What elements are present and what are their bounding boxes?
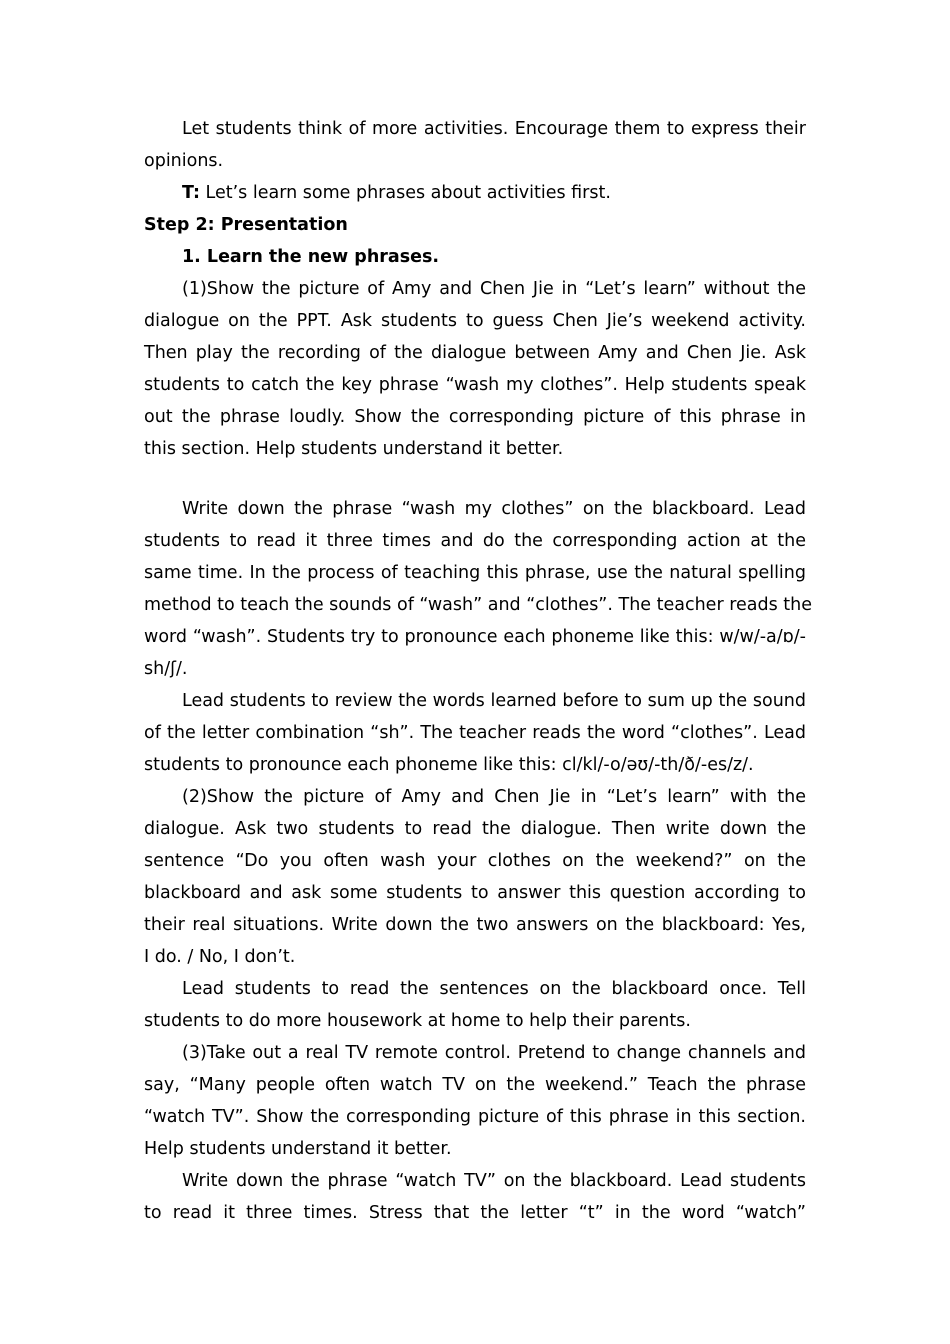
line-text: sentence “Do you often wash your clothes on the weekend?” on the [144,851,806,871]
line-text: Then play the recording of the dialogue between Amy and Chen Jie. Ask [144,343,806,363]
line-text: same time. In the process of teaching this phrase, use the natural spelling [144,563,806,583]
text-line [144,113,806,145]
text-line [144,1005,806,1037]
line-text: say, “Many people often watch TV on the weekend.” Teach the phrase [144,1075,806,1095]
document-body [144,113,813,1229]
paragraph [144,177,806,209]
paragraph [144,973,806,1037]
text-line [144,493,806,525]
text-line [144,177,806,209]
line-text: sh/ʃ/. [144,659,188,679]
paragraph [144,685,806,781]
text-line [144,525,806,557]
text-line [144,145,806,177]
text-line [144,433,806,465]
paragraph [144,273,806,465]
text-line [144,209,806,241]
line-text: I do. / No, I don’t. [144,947,296,967]
text-line [144,305,806,337]
line-text: Write down the phrase “wash my clothes” on the blackboard. Lead [182,499,806,519]
line-text: students to pronounce each phoneme like this: cl/kl/-o/əʊ/-th/ð/-es/z/. [144,755,754,775]
blank-line [144,465,806,493]
text-line [144,973,806,1005]
text-line [144,1069,806,1101]
line-text: dialogue on the PPT. Ask students to guess Chen Jie’s weekend activity. [144,311,806,331]
text-line [144,1101,806,1133]
text-line [144,685,806,717]
line-text: (1)Show the picture of Amy and Chen Jie in “Let’s learn” without the [182,279,806,299]
text-line [144,653,806,685]
section-heading [144,241,806,273]
speaker-label: T: [182,183,200,203]
line-text: (2)Show the picture of Amy and Chen Jie in “Let’s learn” with the [182,787,806,807]
text-line [144,369,806,401]
text-line [144,909,806,941]
line-text: dialogue. Ask two students to read the dialogue. Then write down the [144,819,806,839]
paragraph [144,493,813,685]
line-text: Let’s learn some phrases about activities first. [199,183,611,203]
text-line [144,273,806,305]
line-text: Lead students to read the sentences on the blackboard once. Tell [182,979,806,999]
line-text: out the phrase loudly. Show the corresponding picture of this phrase in [144,407,806,427]
text-line [144,1197,806,1229]
paragraph [144,781,806,973]
text-line [144,621,806,653]
line-text: Lead students to review the words learned before to sum up the sound [182,691,806,711]
text-line [144,845,806,877]
line-text: opinions. [144,151,224,171]
line-text: students to do more housework at home to help their parents. [144,1011,691,1031]
text-line [144,941,806,973]
line-text: method to teach the sounds of “wash” and “clothes”. The teacher reads the [144,595,813,615]
line-text: Let students think of more activities. Encourage them to express their [182,119,806,139]
text-line [144,1165,806,1197]
section-heading [144,209,806,241]
line-text: their real situations. Write down the two answers on the blackboard: Yes, [144,915,806,935]
line-text: to read it three times. Stress that the letter “t” in the word “watch” [144,1203,806,1223]
text-line [144,589,813,621]
paragraph [144,113,806,177]
line-text: (3)Take out a real TV remote control. Pretend to change channels and [182,1043,806,1063]
line-text: of the letter combination “sh”. The teacher reads the word “clothes”. Lead [144,723,806,743]
text-line [144,401,806,433]
text-line [144,717,806,749]
line-text: students to read it three times and do the corresponding action at the [144,531,806,551]
text-line [144,781,806,813]
line-text: blackboard and ask some students to answer this question according to [144,883,806,903]
line-text: word “wash”. Students try to pronounce each phoneme like this: w/w/-a/ɒ/- [144,627,806,647]
line-text: Write down the phrase “watch TV” on the blackboard. Lead students [182,1171,806,1191]
text-line [144,877,806,909]
text-line [144,1037,806,1069]
paragraph [144,1037,806,1165]
text-line [144,241,806,273]
text-line [144,557,806,589]
text-line [144,813,806,845]
line-text: students to catch the key phrase “wash my clothes”. Help students speak [144,375,806,395]
text-line [144,1133,806,1165]
line-text: 1. Learn the new phrases. [182,247,440,267]
line-text: Help students understand it better. [144,1139,452,1159]
line-text: “watch TV”. Show the corresponding picture of this phrase in this section. [144,1107,806,1127]
text-line [144,749,806,781]
line-text: this section. Help students understand it better. [144,439,564,459]
line-text: Step 2: Presentation [144,215,348,235]
text-line [144,337,806,369]
paragraph [144,1165,806,1229]
